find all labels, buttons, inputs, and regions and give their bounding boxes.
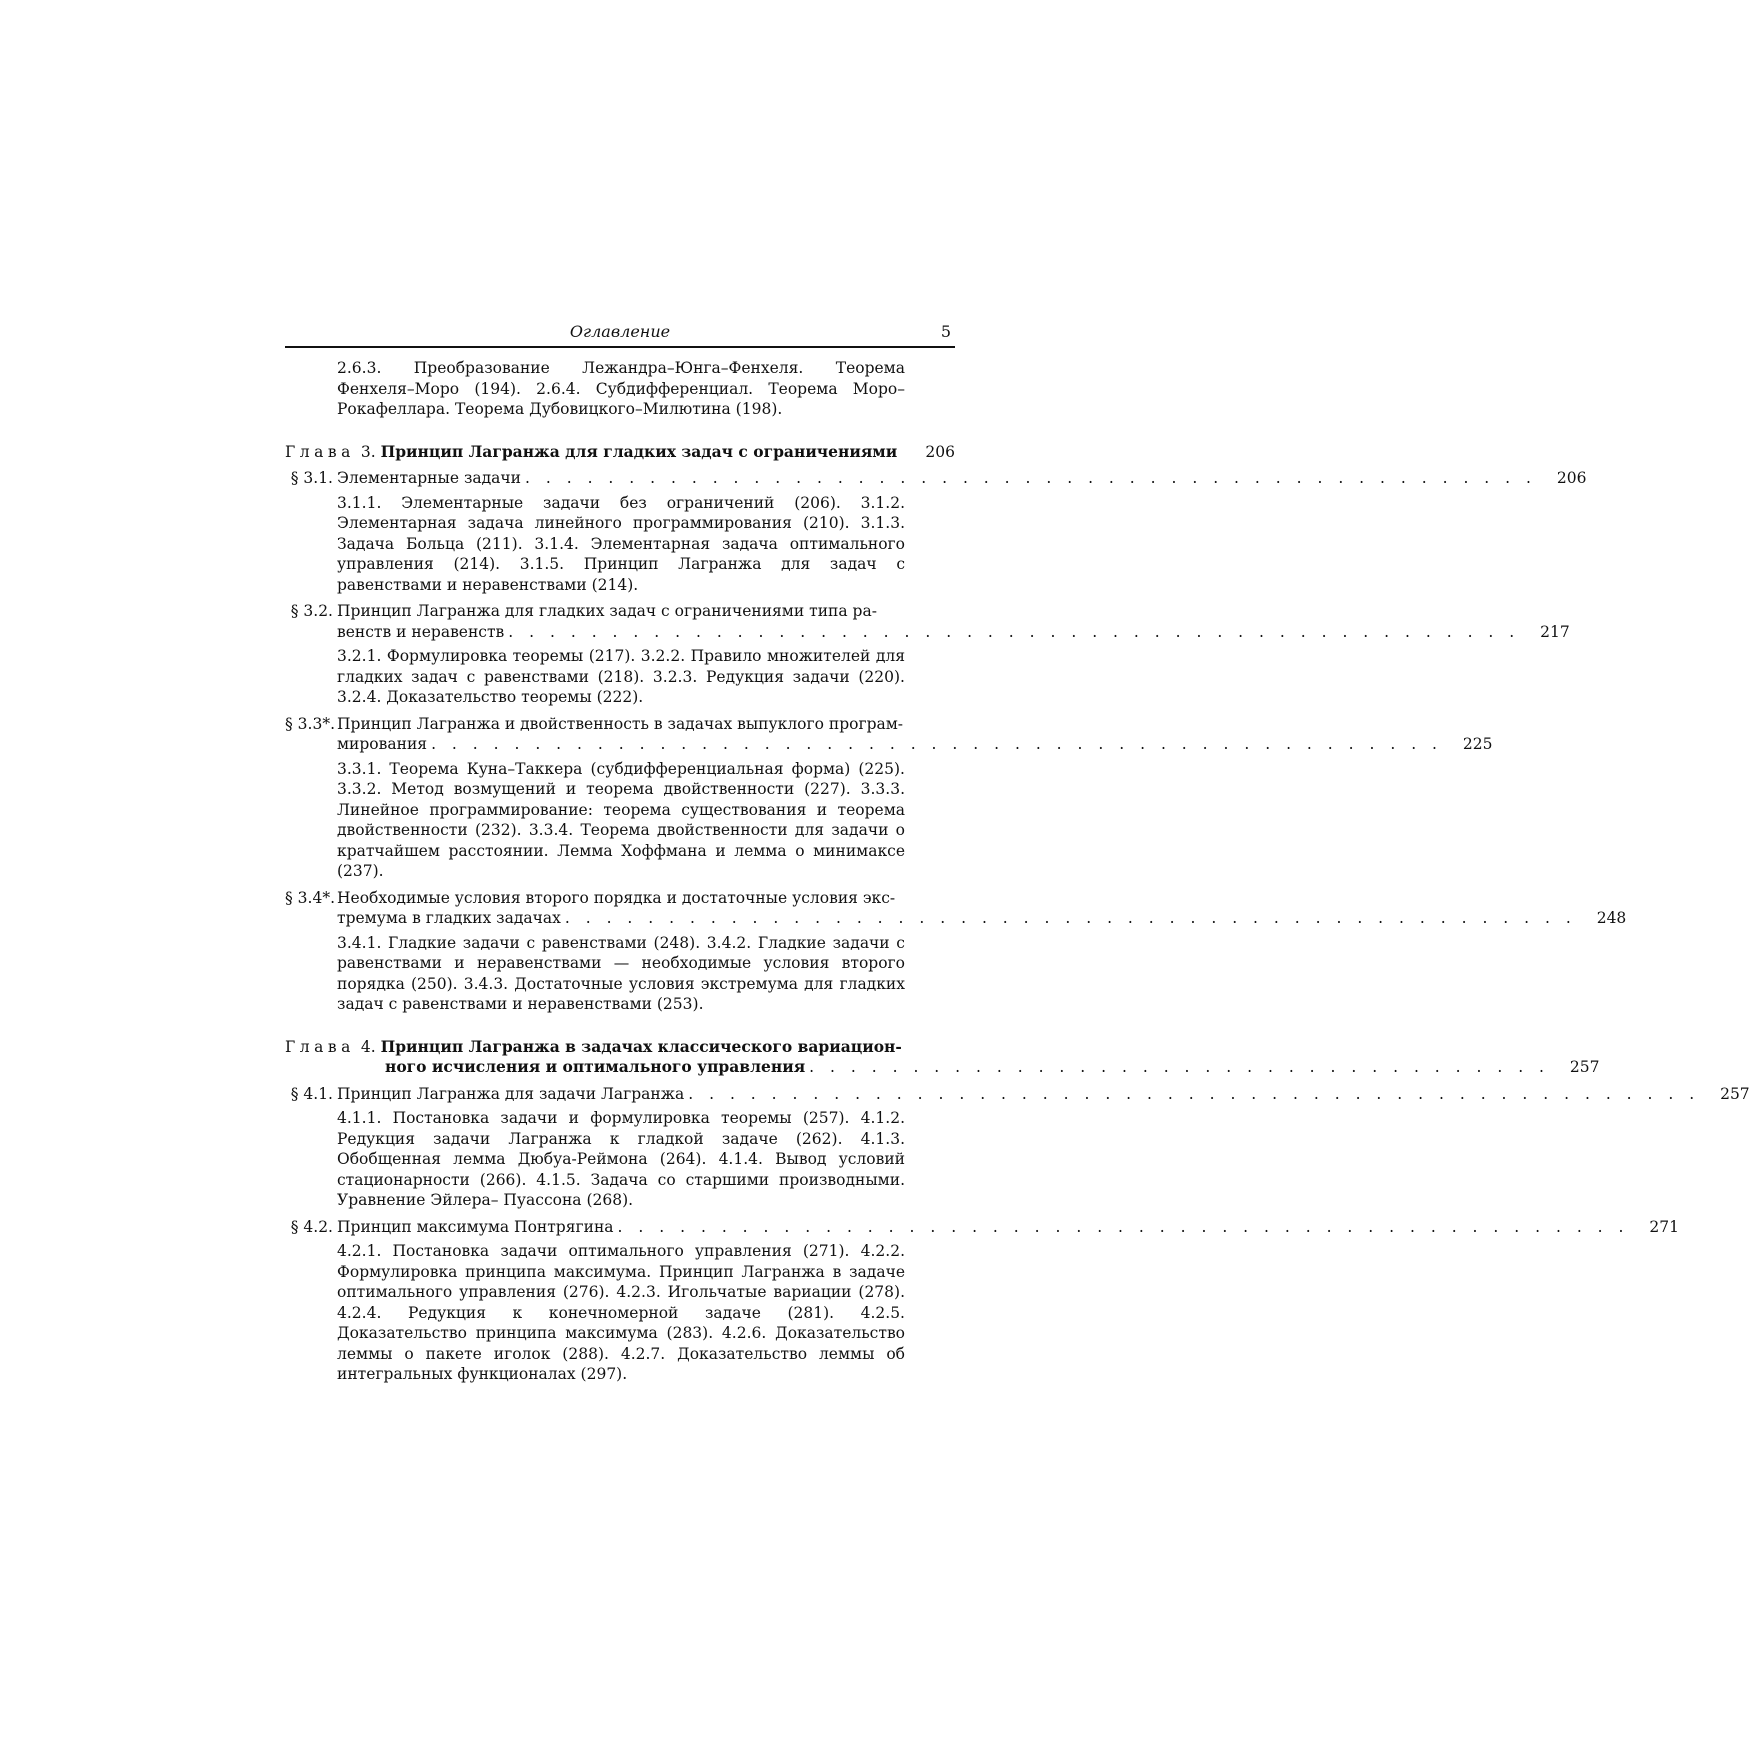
section-title: Необходимые условия второго порядка и достаточные условия экс- <box>337 888 896 907</box>
section-number: § 4.2. <box>290 1217 333 1236</box>
subsections-4-2: 4.2.1. Постановка задачи оптимального управления (271). 4.2.2. Формулировка принципа максимума. Принцип Лагранжа в задаче оптимального управления (276). 4.2.3. Игольчатые вариации (278). 4.2.4. Редукция к конечномерной задаче (281). 4.2.5. Доказательство принципа максимума (283). 4.2.6. Доказательство леммы о пакете иголок (288). 4.2.7. Доказательство леммы об интегральных функционалах (297). <box>337 1242 905 1383</box>
section-title-cont: венств и неравенств <box>337 622 505 641</box>
page-number: 5 <box>940 322 951 341</box>
chapter-title: Принцип Лагранжа для гладких задач с ограничениями <box>380 441 898 461</box>
intro-subsections: 2.6.3. Преобразование Лежандра–Юнга–Фенхеля. Теорема Фенхеля–Моро (194). 2.6.4. Субдифференциал. Теорема Моро–Рокафеллара. Теорема Дубовицкого–Милютина (198). <box>337 359 905 418</box>
section-number: § 3.1. <box>290 469 333 487</box>
dot-leader: . . . . . . . . . . . . . . . . . . . . . . . . . . . . . . . . . . . . . . . . . . . . . . . . . <box>564 909 1577 927</box>
chapter-page: 257 <box>1569 1058 1600 1076</box>
dot-leader: . . . . . . . . . . . . . . . . . . . . . . . . . . . . . . . . . . . . <box>809 1058 1550 1076</box>
chapter-word: Глава <box>285 442 355 461</box>
chapter-title-cont: ного исчисления и оптимального управления <box>385 1057 806 1076</box>
section-page: 225 <box>1462 735 1493 753</box>
dot-leader: . . . . . . . . . . . . . . . . . . . . . . . . . . . . . . . . . . . . . . . . . . . . . . . . . <box>617 1217 1629 1236</box>
section-3-4[interactable] <box>285 888 1627 929</box>
section-number: § 3.4*. <box>285 888 336 907</box>
section-page: 206 <box>1556 469 1587 487</box>
section-title-cont: мирования <box>337 735 428 753</box>
section-page: 217 <box>1540 622 1570 641</box>
chapter-page: 206 <box>925 442 955 461</box>
dot-leader: . . . . . . . . . . . . . . . . . . . . . . . . . . . . . . . . . . . . . . . . . . . . . . . . . <box>688 1084 1700 1103</box>
section-number: § 4.1. <box>290 1084 333 1103</box>
chapter-title: Принцип Лагранжа в задачах классического вариацион- <box>380 1036 902 1056</box>
dot-leader: . . . . . . . . . . . . . . . . . . . . . . . . . . . . . . . . . . . . . . . . . . . . . . . . . <box>525 469 1537 487</box>
chapter-number: 3. <box>360 442 376 461</box>
toc-page <box>285 318 1750 1385</box>
chapter-4-heading[interactable] <box>285 1036 1600 1078</box>
section-title: Принцип Лагранжа для гладких задач с ограничениями типа ра- <box>337 602 877 620</box>
subsections-3-4: 3.4.1. Гладкие задачи с равенствами (248). 3.4.2. Гладкие задачи с равенствами и неравенствами — необходимые условия второго порядка (250). 3.4.3. Достаточные условия экстремума для гладких задач с равенствами и неравенствами (253). <box>337 933 905 1013</box>
section-3-1[interactable] <box>285 468 1587 489</box>
dot-leader: . . . . . . . . . . . . . . . . . . . . . . . . . . . . . . . . . . . . . . . . . . . . . . . . . <box>431 735 1443 753</box>
section-4-2[interactable] <box>285 1217 1679 1238</box>
dot-leader: . . . . . . . . . . . . . . . . . . . . . . . . . . . . . . . . . . . . . . . . . . . . . . . . . <box>508 622 1520 641</box>
running-head-title: Оглавление <box>569 322 671 341</box>
chapter-3-heading[interactable] <box>285 442 955 463</box>
section-number: § 3.3*. <box>285 714 336 733</box>
section-title: Принцип Лагранжа для задачи Лагранжа <box>337 1084 685 1103</box>
section-3-3[interactable] <box>285 714 1493 755</box>
subsections-4-1: 4.1.1. Постановка задачи и формулировка теоремы (257). 4.1.2. Редукция задачи Лагранжа к гладкой задаче (262). 4.1.3. Обобщенная лемма Дюбуа-Реймона (264). 4.1.4. Вывод условий стационарности (266). 4.1.5. Задача со старшими производными. Уравнение Эйлера– Пуассона (268). <box>337 1109 905 1209</box>
section-number: § 3.2. <box>290 602 333 620</box>
section-4-1[interactable] <box>285 1084 1750 1105</box>
section-page: 271 <box>1649 1217 1679 1236</box>
section-3-2[interactable] <box>285 601 1570 642</box>
subsections-3-3: 3.3.1. Теорема Куна–Таккера (субдифференциальная форма) (225). 3.3.2. Метод возмущений и теорема двойственности (227). 3.3.3. Линейное программирование: теорема существования и теорема двойственности (232). 3.3.4. Теорема двойственности для задачи о кратчайшем расстоянии. Лемма Хоффмана и лемма о минимаксе (237). <box>337 759 905 880</box>
subsections-3-2: 3.2.1. Формулировка теоремы (217). 3.2.2. Правило множителей для гладких задач с равенствами (218). 3.2.3. Редукция задачи (220). 3.2.4. Доказательство теоремы (222). <box>337 647 905 706</box>
section-page: 248 <box>1596 909 1627 927</box>
section-title-cont: тремума в гладких задачах <box>337 909 561 927</box>
section-title: Принцип Лагранжа и двойственность в задачах выпуклого програм- <box>337 714 904 733</box>
running-head <box>285 318 955 348</box>
section-title: Элементарные задачи <box>337 469 522 487</box>
section-page: 257 <box>1720 1084 1750 1103</box>
section-title: Принцип максимума Понтрягина <box>337 1217 614 1236</box>
chapter-number: 4. <box>360 1037 376 1056</box>
subsections-3-1: 3.1.1. Элементарные задачи без ограничений (206). 3.1.2. Элементарная задача линейного программирования (210). 3.1.3. Задача Больца (211). 3.1.4. Элементарная задача оптимального управления (214). 3.1.5. Принцип Лагранжа для задач с равенствами и неравенствами (214). <box>337 493 905 594</box>
chapter-word: Глава <box>285 1037 355 1056</box>
